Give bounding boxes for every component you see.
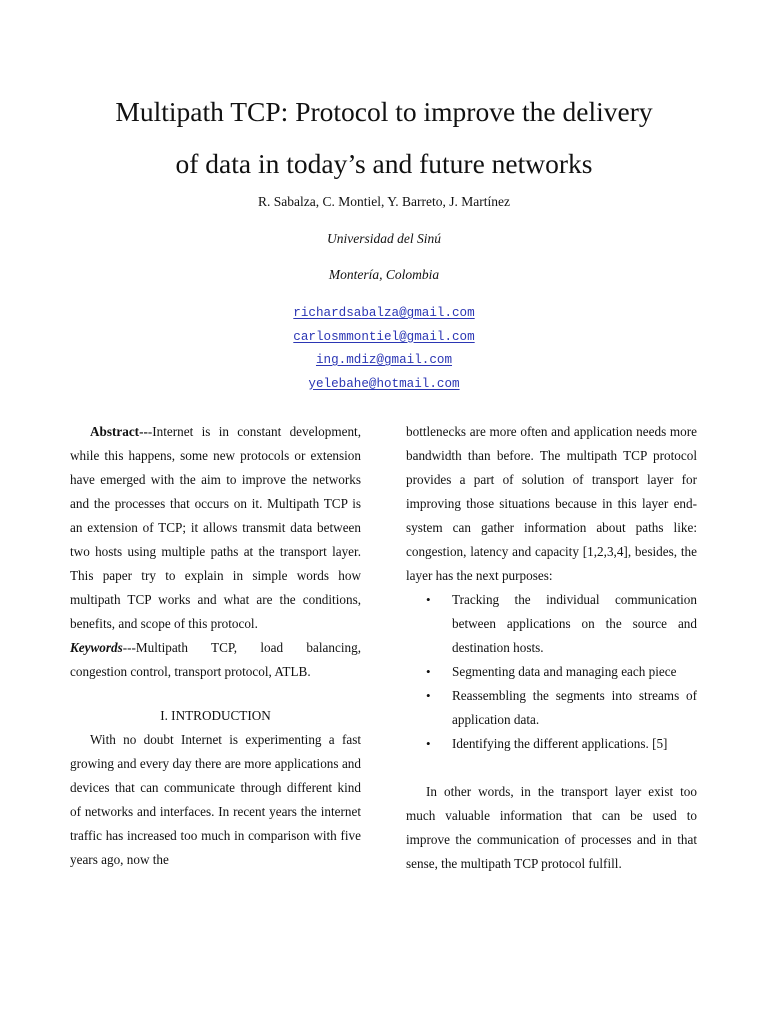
email-link[interactable]: carlosmmontiel@gmail.com bbox=[293, 329, 475, 344]
purpose-list bbox=[406, 588, 697, 756]
keywords-label: Keywords bbox=[70, 640, 123, 655]
bullet-icon: • bbox=[426, 592, 431, 607]
closing-paragraph: In other words, in the transport layer exist too much valuable information that can be used to improve the communication of processes and in that sense, the multipath TCP protocol fulfill. bbox=[406, 784, 697, 871]
abstract-text: -Internet is in constant development, while this happens, some new protocols or extension have emerged with the aim to improve the networks and the processes that occurs on it. Multipath TCP is an extension of TCP; it allows transmit data between two hosts using multiple paths at the transport layer. This paper try to explain in simple words how multipath TCP works and what are the conditions, benefits, and scope of this protocol. bbox=[70, 424, 361, 631]
paragraph-spacer bbox=[406, 756, 697, 780]
left-column bbox=[70, 420, 361, 872]
email-link[interactable]: yelebahe@hotmail.com bbox=[308, 376, 460, 391]
section-heading-introduction: I. INTRODUCTION bbox=[160, 708, 271, 723]
email-link[interactable]: ing.mdiz@gmail.com bbox=[315, 353, 453, 367]
abstract-paragraph bbox=[70, 420, 361, 636]
list-item-text: Tracking the individual communication between applications on the source and destination hosts. bbox=[452, 592, 697, 655]
affiliation-location: Montería, Colombia bbox=[328, 267, 440, 282]
list-item bbox=[406, 588, 697, 660]
keywords-paragraph bbox=[70, 636, 361, 684]
list-item-text: Segmenting data and managing each piece bbox=[452, 664, 677, 679]
introduction-paragraph: With no doubt Internet is experimenting a fast growing and every day there are more applications and devices that can communicate through different kind of networks and interfaces. In recent years the internet traffic has increased too much in comparison with five years ago, now the bbox=[70, 732, 361, 867]
title-line-2: of data in today’s and future networks bbox=[175, 148, 593, 179]
list-item bbox=[406, 684, 697, 732]
author-list: R. Sabalza, C. Montiel, Y. Barreto, J. Martínez bbox=[258, 194, 510, 209]
paper-title bbox=[0, 86, 768, 190]
right-column bbox=[406, 420, 697, 876]
affiliation-university: Universidad del Sinú bbox=[327, 231, 441, 246]
keywords-text: ---Multipath TCP, load balancing, congestion control, transport protocol, ATLB. bbox=[70, 640, 361, 679]
bullet-icon: • bbox=[426, 688, 431, 703]
list-item bbox=[406, 732, 697, 756]
email-list bbox=[0, 302, 768, 396]
email-link[interactable]: richardsabalza@gmail.com bbox=[293, 306, 475, 320]
list-item-text: Identifying the different applications. [5] bbox=[452, 736, 668, 751]
bullet-icon: • bbox=[426, 736, 431, 751]
bullet-icon: • bbox=[426, 664, 431, 679]
list-item bbox=[406, 660, 697, 684]
continuation-paragraph: bottlenecks are more often and application needs more bandwidth than before. The multipath TCP protocol provides a part of solution of transport layer for improving those situations because in this layer end-system can gather information about paths like: congestion, latency and capacity [1,2,3,4], besides, the layer has the next purposes: bbox=[406, 424, 697, 583]
list-item-text: Reassembling the segments into streams of application data. bbox=[452, 688, 697, 727]
title-line-1: Multipath TCP: Protocol to improve the delivery bbox=[115, 96, 653, 127]
abstract-label: Abstract-- bbox=[90, 424, 148, 439]
